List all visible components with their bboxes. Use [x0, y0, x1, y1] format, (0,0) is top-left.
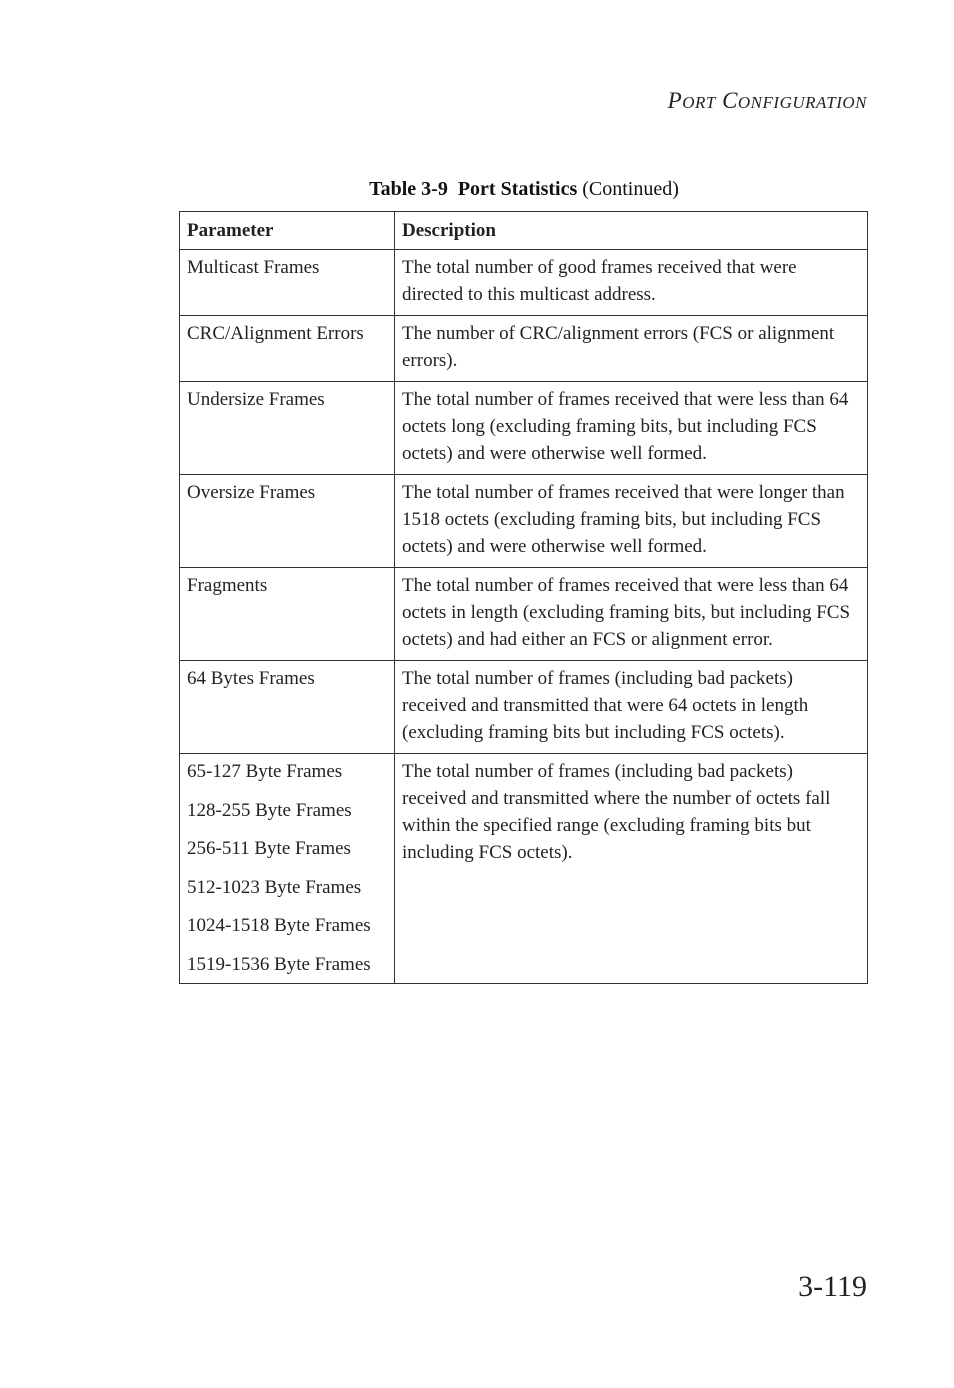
- table-header-row: [180, 212, 868, 250]
- parameter-name: 256-511 Byte Frames: [187, 838, 351, 860]
- parameter-name: CRC/Alignment Errors: [187, 323, 364, 344]
- parameter-cell: [180, 475, 395, 568]
- table-caption-suffix: (Continued): [582, 178, 679, 200]
- description-cell: The total number of frames (including bad packets) received and transmitted that were 64 octets in length (excluding framing bits but including FCS octets).: [395, 661, 868, 754]
- running-head-initial-c: C: [722, 88, 738, 113]
- parameter-cell: [180, 316, 395, 382]
- parameter-cell: [180, 568, 395, 661]
- running-head-rest-1: ORT: [682, 93, 716, 112]
- table-row: [180, 316, 868, 382]
- parameter-cell: [180, 661, 395, 754]
- column-header-parameter: Parameter: [180, 212, 395, 250]
- table-row: [180, 250, 868, 316]
- table-row: [180, 475, 868, 568]
- table-caption-label: Table 3-9 Port Statistics: [369, 178, 578, 200]
- parameter-cell: [180, 382, 395, 475]
- table-row: [180, 568, 868, 661]
- description-cell: The number of CRC/alignment errors (FCS or alignment errors).: [395, 316, 868, 382]
- parameter-name: Oversize Frames: [187, 482, 316, 503]
- description-cell: The total number of frames (including bad packets) received and transmitted where the number of octets fall within the specified range (excluding framing bits but including FCS octets).: [395, 754, 868, 984]
- parameter-name: 1519-1536 Byte Frames: [187, 953, 371, 975]
- table-row: [180, 754, 868, 984]
- parameter-name: Fragments: [187, 575, 268, 596]
- parameter-name: 128-255 Byte Frames: [187, 799, 352, 821]
- running-head: [668, 88, 867, 114]
- description-cell: The total number of good frames received that were directed to this multicast address.: [395, 250, 868, 316]
- running-head-rest-2: ONFIGURATION: [737, 93, 867, 112]
- running-head-initial-p: P: [667, 88, 683, 113]
- table-row: [180, 382, 868, 475]
- description-cell: The total number of frames received that were longer than 1518 octets (excluding framing bits, but including FCS octets) and were otherwise well formed.: [395, 475, 868, 568]
- parameter-name: 65-127 Byte Frames: [187, 761, 343, 782]
- parameter-name: 1024-1518 Byte Frames: [187, 915, 371, 937]
- page-number: 3-119: [798, 1270, 867, 1303]
- port-statistics-table: [179, 211, 868, 984]
- description-cell: The total number of frames received that were less than 64 octets long (excluding framing bits, but including FCS octets) and were otherwise well formed.: [395, 382, 868, 475]
- column-header-description: Description: [395, 212, 868, 250]
- parameter-cell: [180, 754, 395, 984]
- table-caption: [180, 178, 868, 201]
- parameter-name: Multicast Frames: [187, 257, 320, 278]
- parameter-cell: [180, 250, 395, 316]
- description-cell: The total number of frames received that were less than 64 octets in length (excluding framing bits, but including FCS octets) and had either an FCS or alignment error.: [395, 568, 868, 661]
- table-row: [180, 661, 868, 754]
- parameter-name: 64 Bytes Frames: [187, 668, 315, 689]
- parameter-name: Undersize Frames: [187, 389, 325, 410]
- parameter-name: 512-1023 Byte Frames: [187, 876, 362, 898]
